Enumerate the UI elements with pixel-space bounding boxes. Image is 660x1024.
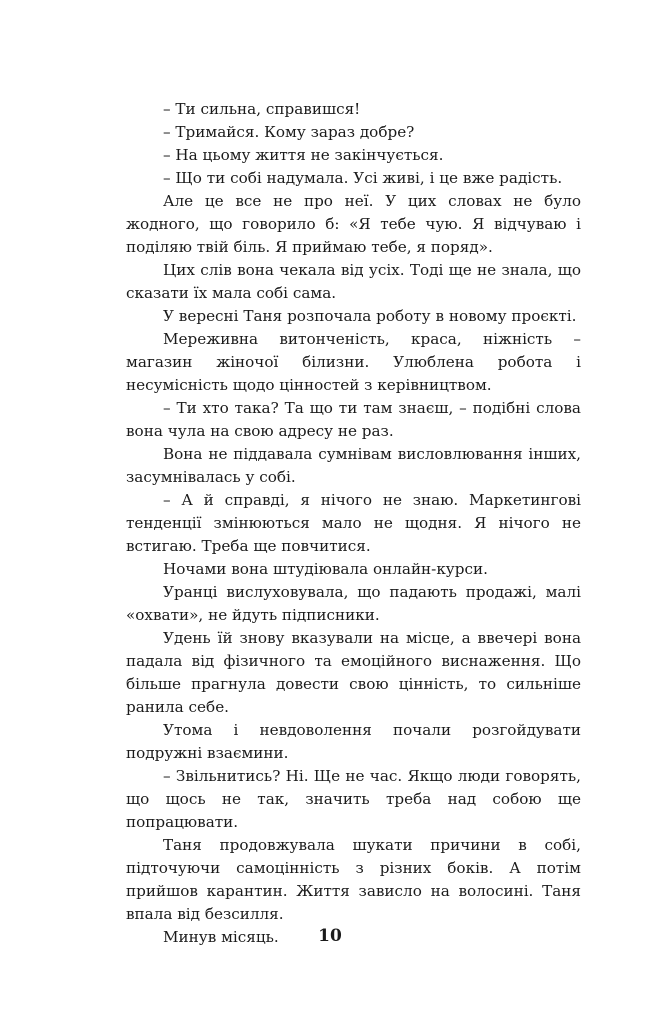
paragraph: – А й справді, я нічого не знаю. Маркетингові тенденції змінюються мало не щодня. Я нічого не встигаю. Треба ще повчитися. <box>126 491 581 555</box>
paragraph: Мереживна витонченість, краса, ніжність – магазин жіночої білизни. Улюблена робота і несумісність щодо цінностей з керівництвом. <box>126 330 581 394</box>
paragraph: Удень їй знову вказували на місце, а ввечері вона падала від фізичного та емоційного виснаження. Що більше прагнула довести свою цінність, то сильніше ранила себе. <box>126 629 581 716</box>
paragraph: – Ти хто така? Та що ти там знаєш, – подібні слова вона чула на свою адресу не раз. <box>126 399 581 440</box>
body-text <box>126 98 581 949</box>
page-number: 10 <box>318 926 342 946</box>
paragraph: Вона не піддавала сумнівам висловлювання інших, засумнівалась у собі. <box>126 445 581 486</box>
paragraph: – Тримайся. Кому зараз добре? <box>163 123 415 141</box>
paragraph: У вересні Таня розпочала роботу в новому проєкті. <box>163 307 577 325</box>
paragraph: – На цьому життя не закінчується. <box>163 146 444 164</box>
paragraph: Минув місяць. <box>163 928 279 946</box>
paragraph: Таня продовжувала шукати причини в собі, підточуючи самоцінність з різних боків. А потім прийшов карантин. Життя зависло на волосині. Таня впала від безсилля. <box>126 836 581 923</box>
paragraph: Утома і невдоволення почали розгойдувати подружні взаємини. <box>126 721 581 762</box>
paragraph: Цих слів вона чекала від усіх. Тоді ще не знала, що сказати їх мала собі сама. <box>126 261 581 302</box>
paragraph: Уранці вислуховувала, що падають продажі, малі «охвати», не йдуть підписники. <box>126 583 581 624</box>
paragraph: – Ти сильна, справишся! <box>163 100 361 118</box>
paragraph: Але це все не про неї. У цих словах не було жодного, що говорило б: «Я тебе чую. Я відчуваю і поділяю твій біль. Я приймаю тебе, я поряд». <box>126 192 581 256</box>
paragraph: – Що ти собі надумала. Усі живі, і це вже радість. <box>163 169 563 187</box>
paragraph: Ночами вона штудіювала онлайн-курси. <box>163 560 488 578</box>
paragraph: – Звільнитись? Ні. Ще не час. Якщо люди говорять, що щось не так, значить треба над собою ще попрацювати. <box>126 767 581 831</box>
